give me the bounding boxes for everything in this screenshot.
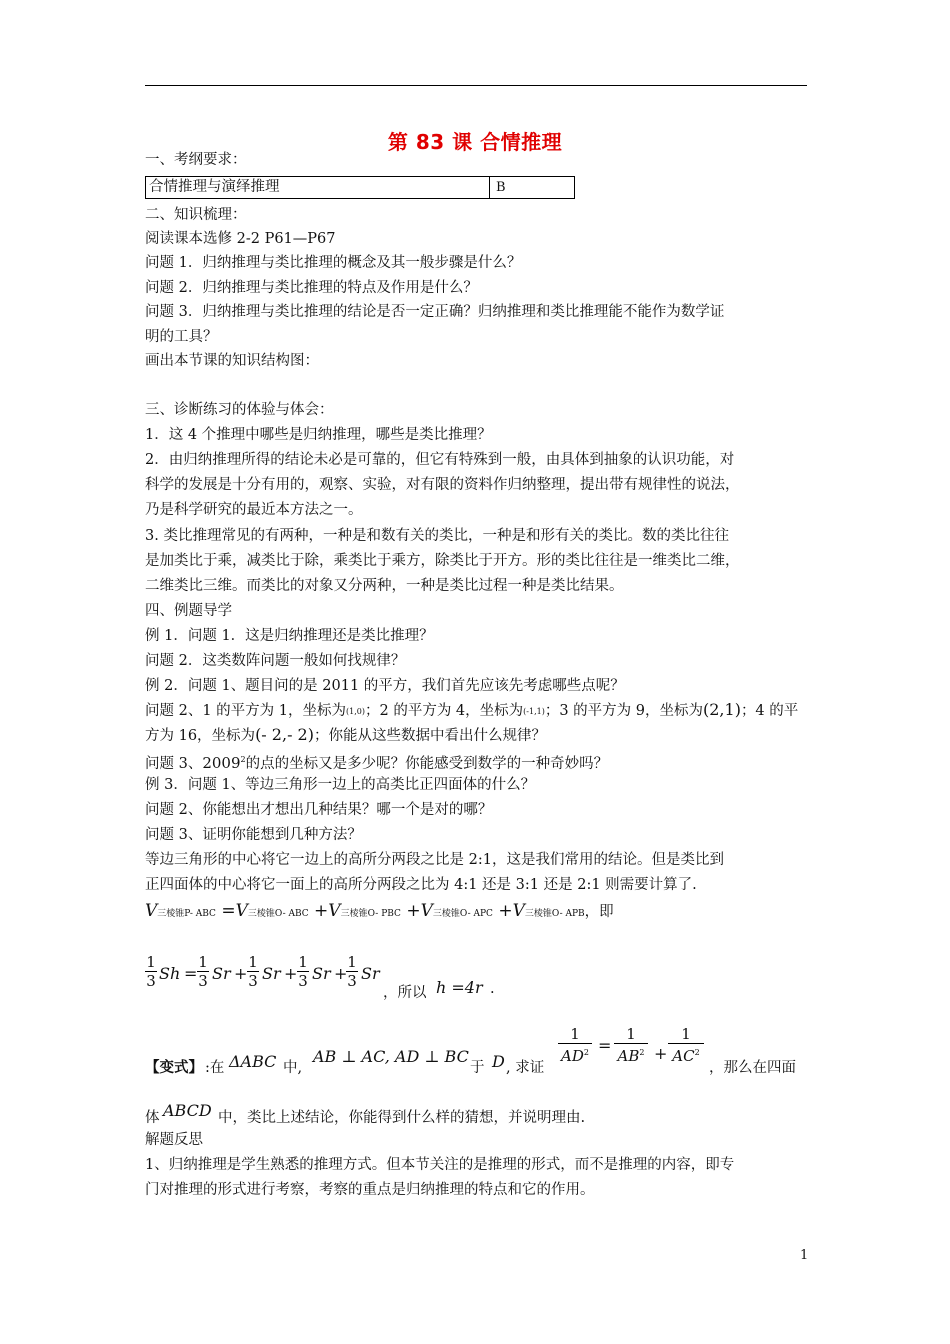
exponent: 2 — [694, 1048, 700, 1057]
numerator: 1 — [146, 953, 156, 971]
exponent: 2 — [639, 1048, 645, 1057]
reflection-heading: 解题反思 — [145, 1132, 203, 1148]
example-1-question-1: 例 1．问题 1．这是归纳推理还是类比推理？ — [145, 628, 434, 644]
example-3-question-2: 问题 2、你能想出才想出几种结果？哪一个是对的哪？ — [145, 802, 493, 818]
denominator: AD — [561, 1047, 584, 1065]
plus-sign: + — [406, 901, 421, 921]
coordinate-1: (1,0) — [346, 707, 365, 716]
term-sr: Sr — [262, 964, 281, 983]
example-2-question-1: 例 2．问题 1、题目问的是 2011 的平方，我们首先应该先考虑哪些点呢？ — [145, 678, 625, 694]
plus-sign: + — [314, 901, 329, 921]
text-span: 体 — [145, 1110, 160, 1126]
text-span: 问题 2、1 的平方为 1，坐标为 — [145, 703, 347, 719]
numerator: 1 — [626, 1025, 636, 1043]
requirement-table — [145, 176, 575, 199]
fraction — [346, 953, 358, 990]
question-3-line-1: 问题 3．归纳推理与类比推理的结论是否一定正确？归纳推理和类比推理能不能作为数学证 — [145, 304, 725, 320]
fraction-ad — [558, 1025, 592, 1065]
perpendicular-condition: AB ⊥ AC, AD ⊥ BC — [313, 1047, 469, 1066]
subscript: 三棱锥O- PBC — [340, 909, 401, 919]
numerator: 1 — [298, 953, 308, 971]
question-3-line-2: 明的工具？ — [145, 329, 218, 345]
term-sr: Sr — [312, 964, 331, 983]
var-v: V — [420, 901, 433, 921]
example-3-question-1: 例 3．问题 1、等边三角形一边上的高类比正四面体的什么？ — [145, 777, 536, 793]
text-span: ；3 的平方为 9，坐标为 — [544, 703, 703, 719]
example-3-paragraph-line-1: 等边三角形的中心将它一边上的高所分两段之比是 2:1，这是我们常用的结论。但是类比到 — [145, 852, 724, 868]
fraction-ab — [614, 1025, 648, 1065]
text-span: , 求证 — [506, 1060, 545, 1076]
denominator: 3 — [198, 972, 208, 990]
reflection-1-line-1: 1、归纳推理是学生熟悉的推理方式。但本节关注的是推理的形式，而不是推理的内容，即专 — [145, 1157, 735, 1173]
example-1-question-2: 问题 2．这类数阵问题一般如何找规律？ — [145, 653, 406, 669]
diagnosis-2-line-3: 乃是科学研究的最近本方法之一。 — [145, 502, 363, 518]
period: . — [490, 981, 495, 997]
example-2-question-2-line-2 — [145, 725, 546, 746]
subscript: 三棱锥O- APB — [524, 909, 585, 919]
knowledge-structure-prompt: 画出本节课的知识结构图： — [145, 353, 319, 369]
question-1: 问题 1．归纳推理与类比推理的概念及其一般步骤是什么？ — [145, 255, 522, 271]
example-2-question-2-line-1 — [145, 700, 798, 722]
exponent: 2 — [240, 755, 246, 764]
triangle-abc: ΔABC — [229, 1052, 277, 1071]
question-2: 问题 2．归纳推理与类比推理的特点及作用是什么？ — [145, 280, 478, 296]
denominator: AB — [617, 1047, 640, 1065]
text-span: ；你能从这些数据中看出什么规律？ — [313, 728, 546, 744]
text-span: 方为 16，坐标为 — [145, 728, 256, 744]
text-span: 于 — [470, 1060, 485, 1076]
result-h-equals-4r: h =4r — [436, 978, 483, 997]
fraction — [197, 953, 209, 990]
variant-label: 【变式】 — [145, 1059, 203, 1076]
numerator: 1 — [570, 1025, 580, 1043]
numerator: 1 — [198, 953, 208, 971]
example-2-question-3 — [145, 750, 608, 774]
exponent: 2 — [583, 1048, 589, 1057]
var-v: V — [328, 901, 341, 921]
point-d: D — [492, 1052, 505, 1071]
term-sr: Sr — [361, 964, 380, 983]
plus-sign: + — [654, 1044, 668, 1063]
plus-sign: + — [284, 964, 298, 983]
equals-sign: = — [221, 901, 236, 921]
numerator: 1 — [681, 1025, 691, 1043]
text-span: ，即 — [584, 904, 614, 920]
diagnosis-3-line-3: 二维类比三维。而类比的对象又分两种，一种是类比过程一种是类比结果。 — [145, 578, 624, 594]
subscript: 三棱锥P- ABC — [157, 909, 216, 919]
denominator: 3 — [146, 972, 156, 990]
denominator: 3 — [298, 972, 308, 990]
reflection-1-line-2: 门对推理的形式进行考察，考察的重点是归纳推理的特点和它的作用。 — [145, 1182, 595, 1198]
denominator: 3 — [248, 972, 258, 990]
section-heading-2: 二、知识梳理： — [145, 207, 247, 223]
numerator: 1 — [347, 953, 357, 971]
text-span: 中，类比上述结论，你能得到什么样的猜想，并说明理由. — [218, 1110, 586, 1126]
text-span: ，那么在四面 — [709, 1060, 796, 1076]
requirement-level-cell: B — [496, 180, 506, 195]
section-heading-1: 一、考纲要求： — [145, 152, 247, 168]
diagnosis-3-line-1: 3. 类比推理常见的有两种，一种是和数有关的类比，一种是和形有关的类比。数的类比往往 — [145, 528, 729, 544]
example-3-question-3: 问题 3、证明你能想到几种方法？ — [145, 827, 362, 843]
diagnosis-1: 1．这 4 个推理中哪些是归纳推理，哪些是类比推理？ — [145, 427, 492, 443]
fraction — [297, 953, 309, 990]
text-span: 问题 3、 — [145, 755, 203, 772]
reading-assignment: 阅读课本选修 2-2 P61—P67 — [145, 231, 336, 247]
section-heading-3: 三、诊断练习的体验与体会： — [145, 402, 334, 418]
page-number: 1 — [800, 1248, 809, 1263]
equals-sign: = — [184, 964, 198, 983]
subscript: 三棱锥O- ABC — [247, 909, 309, 919]
diagnosis-2-line-1: 2．由归纳推理所得的结论未必是可靠的，但它有特殊到一般，由具体到抽象的认识功能，对 — [145, 452, 735, 468]
fraction-ac — [668, 1025, 704, 1065]
text-span: 的点的坐标又是多少呢？你能感受到数学的一种奇妙吗？ — [245, 755, 609, 772]
var-v: V — [512, 901, 525, 921]
text-span: :在 — [205, 1060, 225, 1076]
text-span: 中, — [283, 1060, 303, 1076]
coordinate-3: (2,1) — [703, 700, 741, 719]
diagnosis-2-line-2: 科学的发展是十分有用的，观察、实验，对有限的资料作归纳整理，提出带有规律性的说法， — [145, 477, 740, 493]
numerator: 1 — [248, 953, 258, 971]
coordinate-2: (-1,1) — [523, 707, 545, 716]
fraction — [247, 953, 259, 990]
var-v: V — [145, 901, 158, 921]
expression-2009: 2009 — [202, 753, 241, 772]
plus-sign: + — [234, 964, 248, 983]
fraction — [145, 953, 157, 990]
diagnosis-3-line-2: 是加类比于乘，减类比于除，乘类比于乘方，除类比于开方。形的类比往往是一维类比二维， — [145, 553, 740, 569]
section-heading-4: 四、例题导学 — [145, 603, 232, 619]
term-sr: Sr — [212, 964, 231, 983]
var-v: V — [235, 901, 248, 921]
text-span: ；2 的平方为 4，坐标为 — [364, 703, 524, 719]
page-title: 第 83 课 合情推理 — [387, 130, 563, 154]
term-sh: Sh — [159, 964, 181, 983]
denominator: AC — [672, 1047, 695, 1065]
header-rule — [145, 85, 807, 86]
coordinate-4: (- 2,- 2) — [255, 725, 314, 744]
equals-sign: = — [598, 1036, 612, 1055]
denominator: 3 — [347, 972, 357, 990]
plus-sign: + — [498, 901, 513, 921]
subscript: 三棱锥O- APC — [432, 909, 493, 919]
requirement-topic-cell: 合情推理与演绎推理 — [146, 177, 490, 198]
volume-equation — [145, 900, 614, 921]
example-3-paragraph-line-2: 正四面体的中心将它一面上的高所分两段之比为 4:1 还是 3:1 还是 2:1 则需要计算了. — [145, 877, 697, 893]
text-span: ；4 的平 — [740, 703, 799, 719]
tetrahedron-abcd: ABCD — [163, 1101, 212, 1120]
text-span: ，所以 — [383, 985, 427, 1001]
plus-sign: + — [334, 964, 348, 983]
